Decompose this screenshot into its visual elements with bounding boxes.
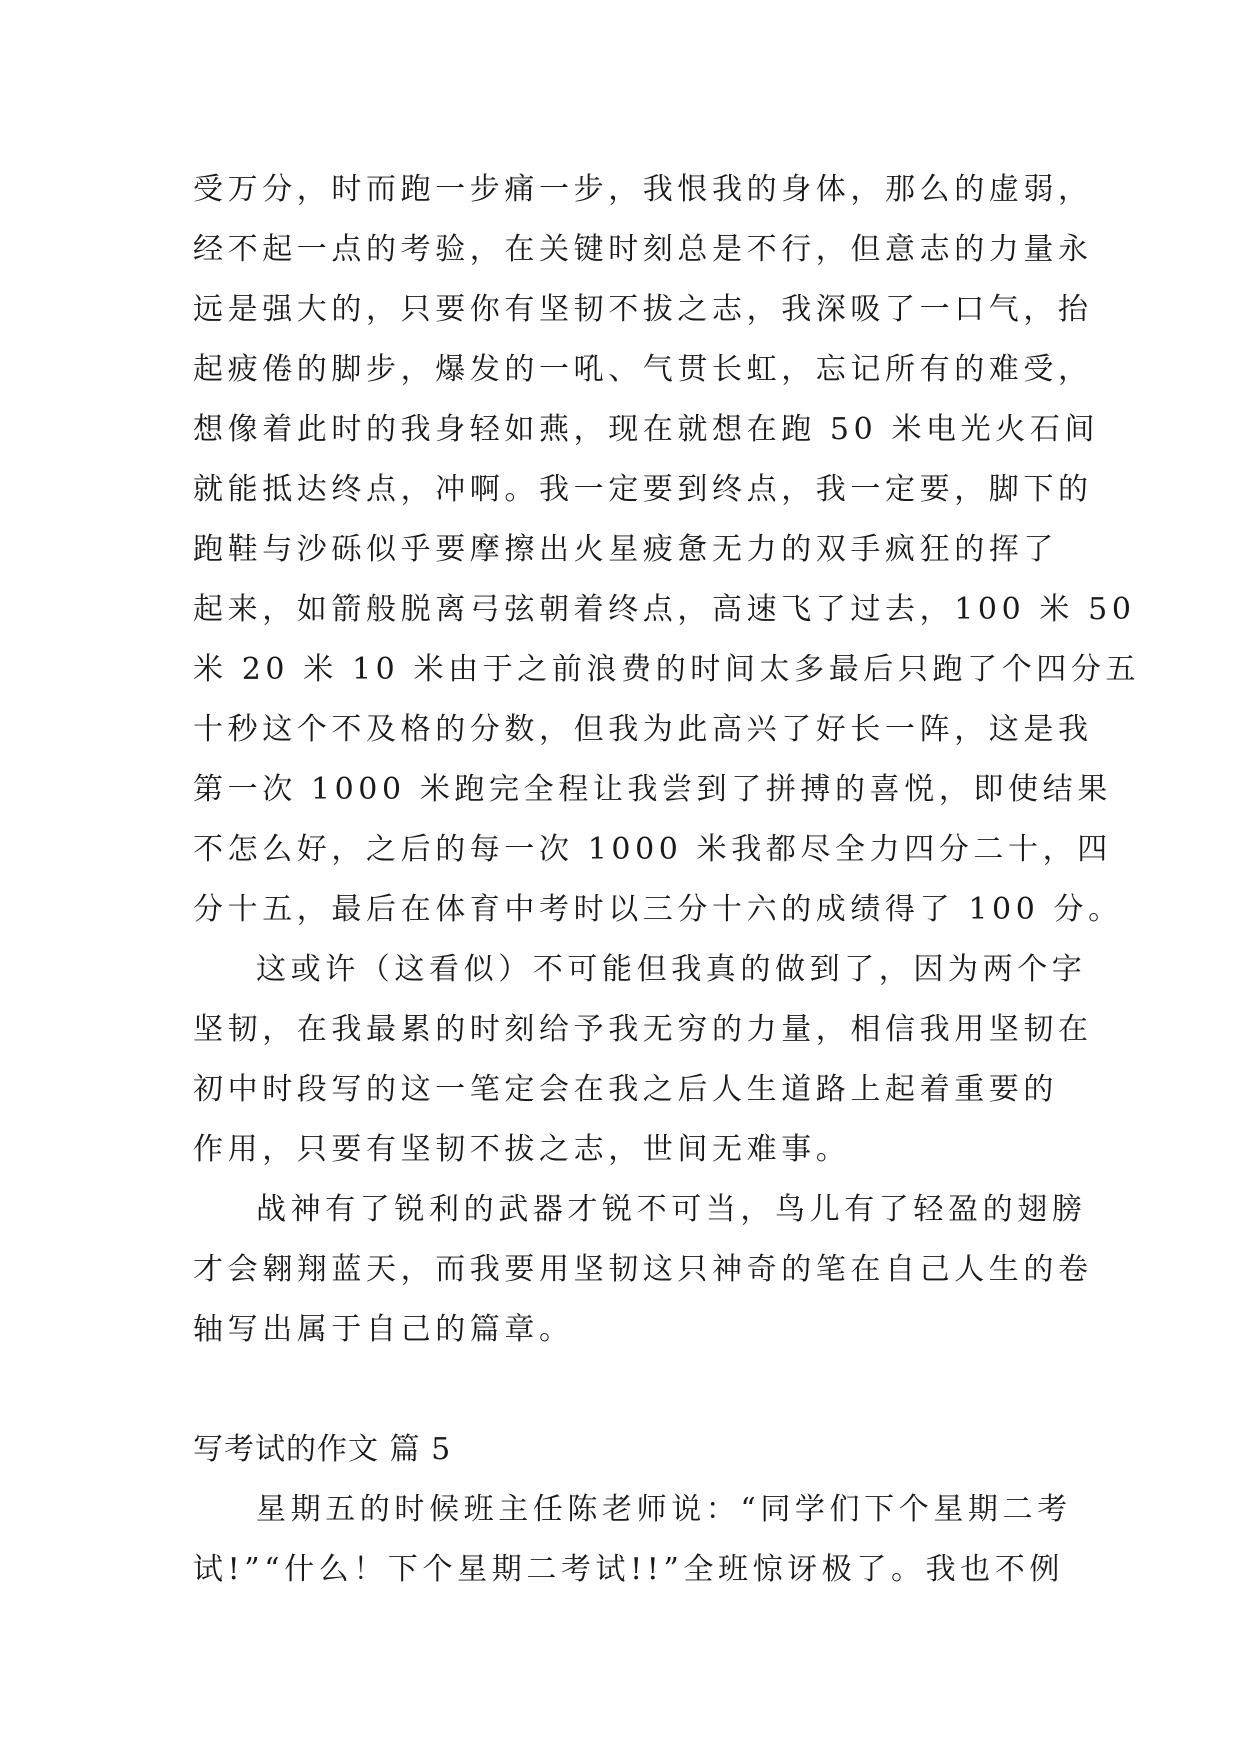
text-line: 这或许（这看似）不可能但我真的做到了，因为两个字	[256, 952, 1087, 987]
text-line: 分十五，最后在体育中考时以三分十六的成绩得了 100 分。	[193, 892, 1123, 927]
text-line: 不怎么好，之后的每一次 1000 米我都尽全力四分二十，四	[193, 832, 1112, 867]
text-line: 想像着此时的我身轻如燕，现在就想在跑 50 米电光火石间	[193, 412, 1100, 447]
text-line: 战神有了锐利的武器才锐不可当，鸟儿有了轻盈的翅膀	[256, 1192, 1087, 1227]
paragraph	[193, 1180, 1093, 1360]
text-line: 经不起一点的考验，在关键时刻总是不行，但意志的力量永	[193, 232, 1093, 267]
text-line: 起来，如箭般脱离弓弦朝着终点，高速飞了过去，100 米 50	[193, 592, 1136, 627]
document-body	[193, 160, 1141, 1600]
text-line: 就能抵达终点，冲啊。我一定要到终点，我一定要，脚下的	[193, 472, 1093, 507]
text-line: 试!”“什么！下个星期二考试!!”全班惊讶极了。我也不例	[193, 1552, 1064, 1587]
text-line: 才会翱翔蓝天，而我要用坚韧这只神奇的笔在自己人生的卷	[193, 1252, 1093, 1287]
text-line: 米 20 米 10 米由于之前浪费的时间太多最后只跑了个四分五	[193, 652, 1141, 687]
text-line: 坚韧，在我最累的时刻给予我无穷的力量，相信我用坚韧在	[193, 1012, 1093, 1047]
text-line: 初中时段写的这一笔定会在我之后人生道路上起着重要的	[193, 1072, 1058, 1107]
text-line: 第一次 1000 米跑完全程让我尝到了拼搏的喜悦，即使结果	[193, 772, 1112, 807]
text-line: 轴写出属于自己的篇章。	[193, 1312, 574, 1347]
spacer	[193, 1360, 1053, 1420]
section-heading: 写考试的作文 篇 5	[193, 1432, 452, 1467]
text-line: 跑鞋与沙砾似乎要摩擦出火星疲惫无力的双手疯狂的挥了	[193, 532, 1058, 567]
paragraph	[193, 1480, 1072, 1600]
text-line: 十秒这个不及格的分数，但我为此高兴了好长一阵，这是我	[193, 712, 1093, 747]
text-line: 作用，只要有坚韧不拔之志，世间无难事。	[193, 1132, 851, 1167]
text-line: 远是强大的，只要你有坚韧不拔之志，我深吸了一口气，抬	[193, 292, 1093, 327]
text-line: 星期五的时候班主任陈老师说：“同学们下个星期二考	[256, 1492, 1072, 1527]
paragraph	[193, 160, 1141, 940]
text-line: 起疲倦的脚步，爆发的一吼、气贯长虹，忘记所有的难受，	[193, 352, 1093, 387]
text-line: 受万分，时而跑一步痛一步，我恨我的身体，那么的虚弱，	[193, 172, 1093, 207]
paragraph	[193, 940, 1093, 1180]
